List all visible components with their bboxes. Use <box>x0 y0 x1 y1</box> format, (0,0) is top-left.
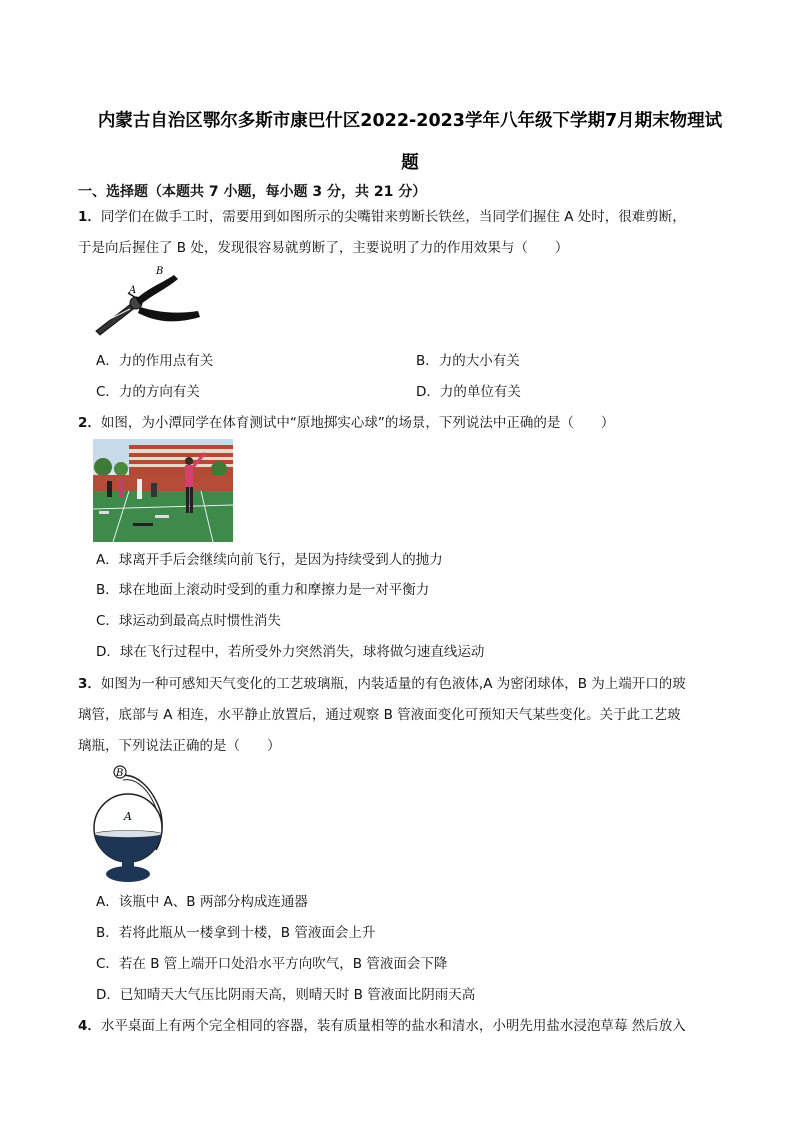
q1-option-b: B．力的大小有关 <box>416 353 520 369</box>
glass-bottle-figure <box>90 762 172 886</box>
question-number: 2． <box>78 415 101 431</box>
q1-option-a: A．力的作用点有关 <box>96 353 214 369</box>
question-text: 如图为一种可感知天气变化的工艺玻璃瓶，内装适量的有色液体,A 为密闭球体，B 为上端开口的玻 <box>100 676 686 692</box>
question-number: 1． <box>78 209 101 225</box>
q1-option-c: C．力的方向有关 <box>96 384 200 400</box>
label-b: B <box>116 768 124 779</box>
question-number: 4． <box>78 1018 101 1034</box>
q2-option-a: A．球离开手后会继续向前飞行，是因为持续受到人的抛力 <box>96 552 443 568</box>
question-1-line-2: 于是向后握住了 B 处，发现很容易就剪断了，主要说明了力的作用效果与（ ） <box>78 240 569 256</box>
q3-option-a: A．该瓶中 A、B 两部分构成连通器 <box>96 894 308 910</box>
q3-option-c: C．若在 B 管上端开口处沿水平方向吹气，B 管液面会下降 <box>96 956 448 972</box>
q2-option-c: C．球运动到最高点时惯性消失 <box>96 613 281 629</box>
question-3-line-3: 璃瓶，下列说法正确的是（ ） <box>78 738 281 754</box>
doc-title-line2: 题 <box>401 153 419 173</box>
doc-title-line1: 内蒙古自治区鄂尔多斯市康巴什区2022-2023学年八年级下学期7月期末物理试 <box>97 111 723 131</box>
pliers-figure <box>92 265 204 341</box>
label-a: A <box>124 810 132 823</box>
q3-option-d: D．已知晴天大气压比阴雨天高，则晴天时 B 管液面比阴雨天高 <box>96 987 476 1003</box>
section-heading: 一、选择题（本题共 7 小题，每小题 3 分，共 21 分） <box>78 184 427 200</box>
shot-put-photo <box>93 439 233 542</box>
q2-option-b: B．球在地面上滚动时受到的重力和摩擦力是一对平衡力 <box>96 582 430 598</box>
question-text: 如图，为小潭同学在体育测试中“原地掷实心球”的场景，下列说法中正确的是（ ） <box>100 415 615 431</box>
question-2-line-1 <box>78 414 614 432</box>
question-1-line-1 <box>78 208 686 226</box>
q2-option-d: D．球在飞行过程中，若所受外力突然消失，球将做匀速直线运动 <box>96 644 485 660</box>
label-b: B <box>156 266 164 277</box>
question-4-line-1 <box>78 1017 686 1035</box>
question-number: 3． <box>78 676 101 692</box>
q1-option-d: D．力的单位有关 <box>416 384 521 400</box>
label-a: A <box>129 285 137 296</box>
q3-option-b: B．若将此瓶从一楼拿到十楼，B 管液面会上升 <box>96 925 376 941</box>
question-3-line-1 <box>78 675 686 693</box>
question-text: 同学们在做手工时，需要用到如图所示的尖嘴钳来剪断长铁丝，当同学们握住 A 处时，很难剪断， <box>100 209 686 225</box>
question-3-line-2: 璃管，底部与 A 相连，水平静止放置后，通过观察 B 管液面变化可预知天气某些变化。关于此工艺玻 <box>78 707 681 723</box>
question-text: 水平桌面上有两个完全相同的容器，装有质量相等的盐水和清水，小明先用盐水浸泡草莓 然后放入 <box>100 1018 686 1034</box>
